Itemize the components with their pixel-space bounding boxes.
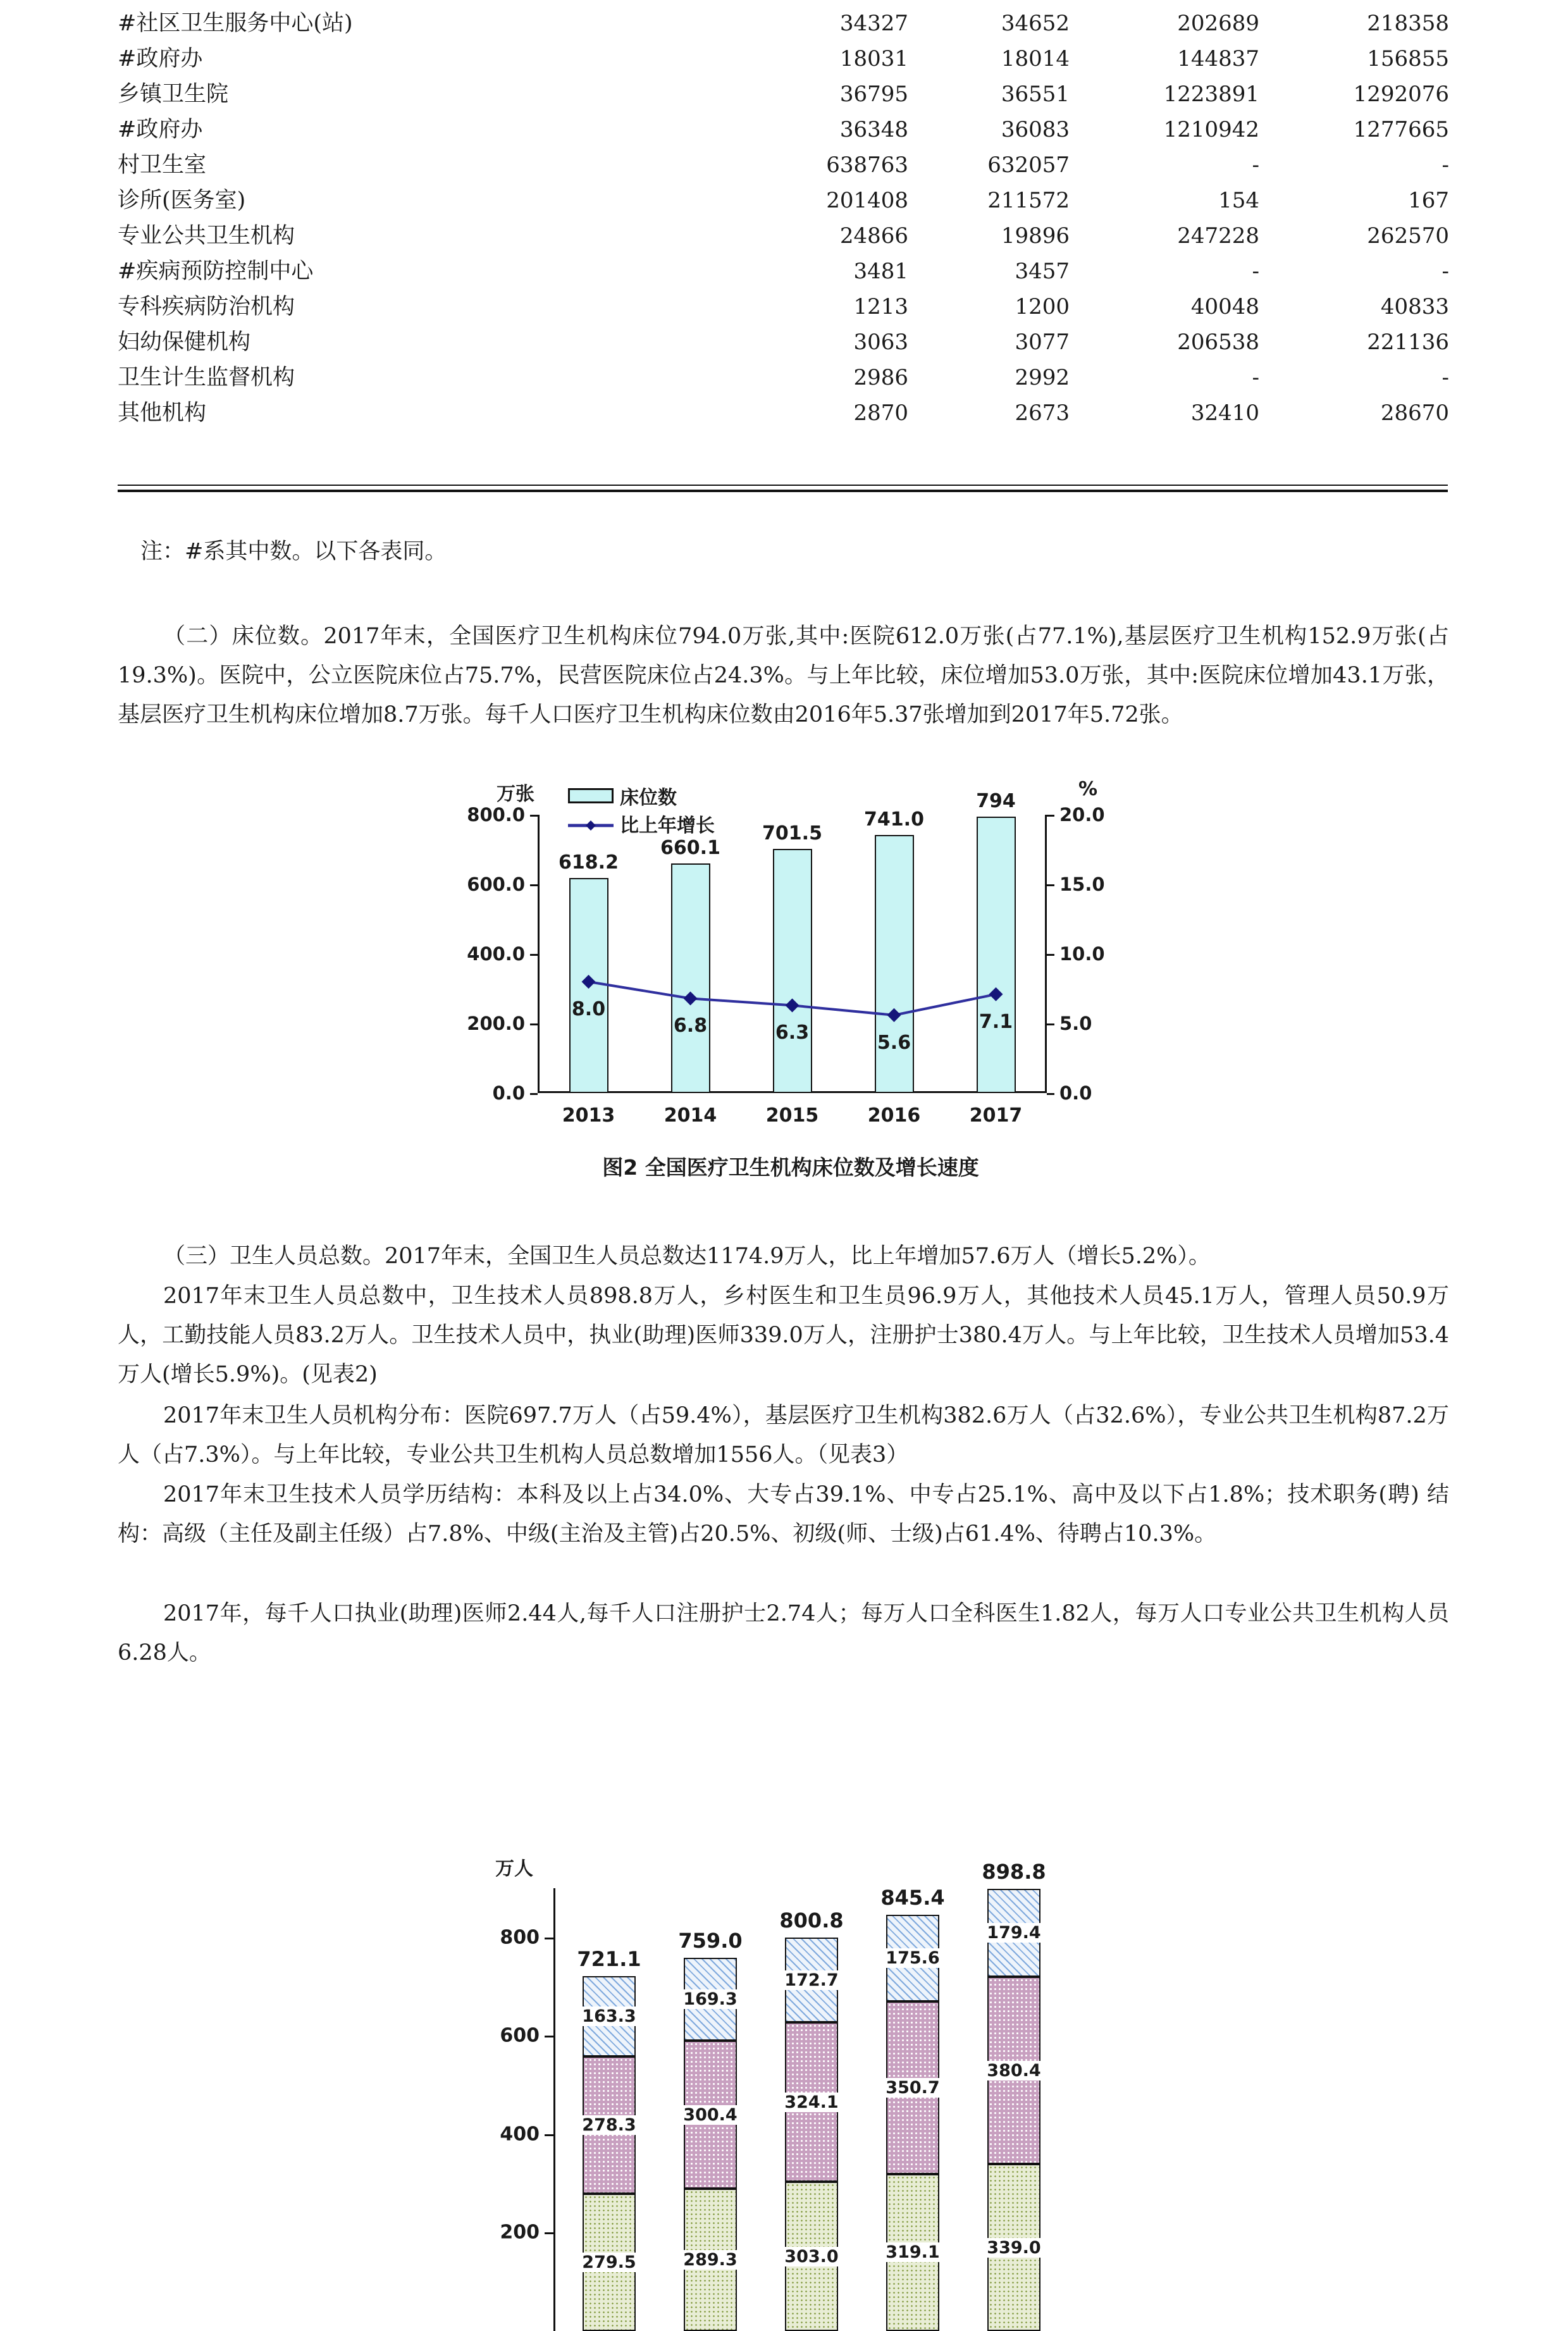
- table-cell: -: [1252, 365, 1259, 390]
- chart3-segment-value-label: 350.7: [882, 2078, 942, 2098]
- table-cell: 211572: [987, 188, 1070, 213]
- chart3-bar-segment: [684, 1958, 737, 2041]
- paragraph-staff-breakdown: 2017年末卫生人员总数中，卫生技术人员898.8万人，乡村医生和卫生员96.9万人，其他技术人员45.1万人，管理人员50.9万人，工勤技能人员83.2万人。卫生技术人员中，执业(助理)医师339.0万人，注册护士380.4万人。与上年比较，卫生技术人员增加53.4万人(增长5.9%)。(见表2): [118, 1283, 1449, 1387]
- table-cell: 3481: [853, 259, 908, 284]
- chart3-bar-segment: [583, 2194, 636, 2331]
- table-row: [118, 113, 1449, 148]
- figure-2-bed-count-chart: [467, 777, 1110, 1194]
- chart3-stacked-bar: [583, 1976, 636, 2331]
- table-cell: 1223891: [1163, 82, 1259, 107]
- table-cell: 3077: [1015, 330, 1070, 355]
- table-cell: 36348: [839, 117, 908, 142]
- table-cell: 202689: [1177, 11, 1259, 36]
- chart2-legend-beds: [568, 782, 677, 810]
- table-cell: 154: [1218, 188, 1259, 213]
- table-row: [118, 290, 1449, 325]
- chart3-y-tick-label: 800: [500, 1926, 540, 1949]
- table-cell: 18014: [1001, 46, 1070, 71]
- table-cell: -: [1441, 259, 1449, 284]
- chart3-bar-segment: [886, 2001, 939, 2174]
- chart3-segment-value-label: 169.3: [680, 1989, 740, 2009]
- table-row-label: #疾病预防控制中心: [118, 259, 314, 284]
- chart3-segment-value-label: 278.3: [579, 2115, 639, 2135]
- table-row-label: 妇幼保健机构: [118, 330, 251, 355]
- chart3-bar-segment: [886, 1915, 939, 2001]
- chart3-total-label: 721.1: [577, 1947, 641, 1972]
- table-cell: 632057: [987, 152, 1070, 178]
- chart2-bar-value-label: 794: [976, 790, 1016, 813]
- chart2-growth-value-label: 7.1: [978, 1010, 1013, 1033]
- chart3-segment-value-label: 179.4: [984, 1923, 1044, 1943]
- chart3-total-label: 759.0: [678, 1928, 743, 1953]
- table-row: [118, 396, 1449, 431]
- paragraph-education-structure: 2017年末卫生技术人员学历结构：本科及以上占34.0%、大专占39.1%、中专占25.1%、高中及以下占1.8%；技术职务(聘) 结构：高级（主任及副主任级）占7.8%、中级(主治及主管)占20.5%、初级(师、士级)占61.4%、待聘占10.3%。: [118, 1482, 1449, 1547]
- chart2-legend-swatch-beds: [568, 788, 614, 803]
- chart3-bar-segment: [785, 1938, 838, 2022]
- table-cell: 2673: [1015, 400, 1070, 426]
- chart3-bar-segment: [583, 2056, 636, 2193]
- chart3-bar-segment: [886, 2174, 939, 2331]
- chart2-left-tick: [530, 815, 538, 817]
- chart2-right-tick-label: 5.0: [1059, 1013, 1092, 1034]
- table-cell: -: [1252, 259, 1259, 284]
- chart2-bar-value-label: 618.2: [559, 851, 619, 874]
- table-row: [118, 42, 1449, 77]
- chart3-segment-value-label: 303.0: [781, 2247, 841, 2266]
- chart2-right-tick-label: 20.0: [1059, 804, 1105, 825]
- figure-2-caption: 图2 全国医疗卫生机构床位数及增长速度: [602, 1155, 979, 1180]
- chart2-bar-value-label: 660.1: [660, 836, 720, 859]
- chart3-y-tick-label: 400: [500, 2123, 540, 2146]
- table-cell: 144837: [1177, 46, 1259, 71]
- paragraph-bed-count: （二）床位数。2017年末，全国医疗卫生机构床位794.0万张,其中:医院612.0万张(占77.1%),基层医疗卫生机构152.9万张(占19.3%)。医院中，公立医院床位占75.7%，民营医院床位占24.3%。与上年比较，床位增加53.0万张，其中:医院床位增加43.1万张，基层医疗卫生机构床位增加8.7万张。每千人口医疗卫生机构床位数由2016年5.37张增加到2017年5.72张。: [118, 624, 1449, 727]
- table-cell: 1292076: [1353, 82, 1449, 107]
- chart3-bar-segment: [987, 2164, 1040, 2331]
- chart2-left-tick: [530, 1093, 538, 1095]
- table-cell: 3457: [1015, 259, 1070, 284]
- table-cell: 2992: [1015, 365, 1070, 390]
- paragraph-staff-distribution: 2017年末卫生人员机构分布：医院697.7万人（占59.4%），基层医疗卫生机构382.6万人（占32.6%），专业公共卫生机构87.2万人（占7.3%）。与上年比较，专业公共卫生机构人员总数增加1556人。（见表3）: [118, 1403, 1449, 1468]
- table-row-label: 卫生计生监督机构: [118, 365, 295, 390]
- table-cell: 40048: [1190, 294, 1259, 319]
- chart3-y-axis: [553, 1888, 555, 2331]
- chart2-x-tick-label: 2015: [765, 1104, 819, 1127]
- chart3-total-label: 898.8: [982, 1859, 1046, 1884]
- chart3-y-tick: [545, 2232, 553, 2234]
- table-cell: 218358: [1367, 11, 1449, 36]
- chart3-bar-segment: [987, 1889, 1040, 1977]
- table-cell: 1277665: [1353, 117, 1449, 142]
- chart3-segment-value-label: 172.7: [781, 1970, 841, 1990]
- chart3-bar-segment: [583, 1976, 636, 2056]
- stats-table: [118, 6, 1449, 431]
- chart3-y-tick: [545, 2036, 553, 2037]
- table-row-label: 乡镇卫生院: [118, 82, 229, 107]
- chart2-bar-value-label: 741.0: [864, 808, 924, 831]
- chart3-segment-value-label: 380.4: [984, 2061, 1044, 2081]
- chart3-segment-value-label: 300.4: [680, 2105, 740, 2125]
- table-row-label: #政府办: [118, 117, 203, 142]
- table-cell: 19896: [1001, 223, 1070, 249]
- chart2-legend-label-beds: 床位数: [620, 787, 677, 809]
- health-institutions-table: [118, 6, 1449, 431]
- chart3-segment-value-label: 324.1: [781, 2093, 841, 2112]
- table-cell: 34327: [839, 11, 908, 36]
- table-cell: -: [1441, 365, 1449, 390]
- table-cell: 36795: [839, 82, 908, 107]
- chart2-growth-line: [538, 815, 1047, 1093]
- table-row-label: #社区卫生服务中心(站): [118, 11, 353, 36]
- table-row: [118, 6, 1449, 42]
- chart3-axis-unit: 万人: [495, 1858, 533, 1880]
- chart2-right-tick: [1047, 815, 1054, 817]
- table-row: [118, 148, 1449, 183]
- chart3-total-label: 800.8: [779, 1908, 844, 1932]
- chart3-y-tick-label: 200: [500, 2221, 540, 2244]
- table-cell: -: [1252, 152, 1259, 178]
- chart2-left-tick: [530, 884, 538, 886]
- chart2-growth-value-label: 6.8: [673, 1015, 708, 1037]
- paragraph-staff-total: （三）卫生人员总数。2017年末，全国卫生人员总数达1174.9万人，比上年增加57.6万人（增长5.2%）。: [163, 1244, 1211, 1269]
- chart2-growth-value-label: 6.3: [775, 1022, 810, 1044]
- chart2-left-tick-label: 200.0: [467, 1013, 525, 1034]
- chart2-left-axis-unit: 万张: [497, 783, 534, 805]
- chart2-bar-value-label: 701.5: [762, 822, 822, 845]
- chart3-bar-segment: [785, 2182, 838, 2331]
- chart2-left-tick-label: 800.0: [467, 804, 525, 825]
- table-cell: 40833: [1380, 294, 1449, 319]
- table-row-label: 专业公共卫生机构: [118, 223, 295, 249]
- chart3-stacked-bar: [684, 1958, 737, 2331]
- chart3-y-tick-label: 600: [500, 2024, 540, 2047]
- table-row: [118, 325, 1449, 361]
- table-row-label: 村卫生室: [118, 152, 207, 178]
- chart3-stacked-bar: [785, 1938, 838, 2331]
- paragraph-per-capita: 2017年，每千人口执业(助理)医师2.44人,每千人口注册护士2.74人；每万人口全科医生1.82人，每万人口专业公共卫生机构人员6.28人。: [118, 1601, 1449, 1666]
- chart3-bar-segment: [785, 2022, 838, 2182]
- chart2-right-tick-label: 10.0: [1059, 943, 1105, 965]
- chart2-left-tick-label: 600.0: [467, 874, 525, 895]
- chart2-left-tick-label: 0.0: [492, 1082, 525, 1104]
- chart3-segment-value-label: 339.0: [984, 2238, 1044, 2258]
- table-cell: 2986: [853, 365, 908, 390]
- figure-3-personnel-stacked-chart: [471, 1850, 1110, 2272]
- chart3-segment-value-label: 279.5: [579, 2253, 639, 2272]
- table-note: 注：#系其中数。以下各表同。: [140, 539, 447, 564]
- chart2-x-tick-label: 2014: [664, 1104, 717, 1127]
- chart3-segment-value-label: 319.1: [882, 2242, 942, 2262]
- table-cell: 262570: [1367, 223, 1449, 249]
- chart3-bar-segment: [987, 1977, 1040, 2164]
- chart2-left-tick: [530, 1023, 538, 1025]
- table-cell: 32410: [1190, 400, 1259, 426]
- chart2-right-tick: [1047, 1093, 1054, 1095]
- table-row: [118, 254, 1449, 290]
- table-cell: 156855: [1367, 46, 1449, 71]
- chart2-right-tick: [1047, 1023, 1054, 1025]
- table-bottom-rule-thick: [118, 490, 1448, 492]
- chart2-x-tick-label: 2016: [867, 1104, 921, 1127]
- chart2-right-tick: [1047, 954, 1054, 956]
- table-cell: 3063: [853, 330, 908, 355]
- table-cell: 28670: [1380, 400, 1449, 426]
- table-cell: 201408: [826, 188, 908, 213]
- table-row: [118, 219, 1449, 254]
- chart3-stacked-bar: [987, 1889, 1040, 2331]
- chart2-right-tick-label: 0.0: [1059, 1082, 1092, 1104]
- table-cell: 247228: [1177, 223, 1259, 249]
- table-cell: 36551: [1001, 82, 1070, 107]
- chart2-right-tick: [1047, 884, 1054, 886]
- table-cell: 2870: [853, 400, 908, 426]
- chart3-y-tick: [545, 2134, 553, 2136]
- table-row: [118, 77, 1449, 113]
- table-cell: 36083: [1001, 117, 1070, 142]
- table-cell: 1200: [1015, 294, 1070, 319]
- chart3-segment-value-label: 163.3: [579, 2006, 639, 2026]
- table-cell: 34652: [1001, 11, 1070, 36]
- chart2-x-tick-label: 2017: [969, 1104, 1023, 1127]
- table-row-label: 专科疾病防治机构: [118, 294, 295, 319]
- chart2-growth-value-label: 5.6: [877, 1031, 911, 1054]
- chart3-bar-segment: [684, 2189, 737, 2331]
- table-cell: 167: [1408, 188, 1449, 213]
- table-row-label: 其他机构: [118, 400, 207, 426]
- chart2-right-tick-label: 15.0: [1059, 874, 1105, 895]
- chart2-legend-label-growth: 比上年增长: [620, 815, 715, 837]
- table-row: [118, 361, 1449, 396]
- chart3-y-tick: [545, 1938, 553, 1939]
- chart3-total-label: 845.4: [880, 1886, 945, 1910]
- table-row: [118, 183, 1449, 219]
- chart2-x-tick-label: 2013: [562, 1104, 615, 1127]
- table-row-label: 诊所(医务室): [118, 188, 246, 213]
- table-cell: 1210942: [1163, 117, 1259, 142]
- chart2-growth-value-label: 8.0: [571, 998, 606, 1020]
- chart2-left-tick-label: 400.0: [467, 943, 525, 965]
- table-cell: 24866: [839, 223, 908, 249]
- chart3-bar-segment: [684, 2041, 737, 2189]
- chart2-right-axis-unit: %: [1078, 778, 1097, 800]
- table-cell: 18031: [839, 46, 908, 71]
- chart3-segment-value-label: 289.3: [680, 2250, 740, 2270]
- chart3-stacked-bar: [886, 1915, 939, 2331]
- table-row-label: #政府办: [118, 46, 203, 71]
- chart2-left-tick: [530, 954, 538, 956]
- table-cell: 206538: [1177, 330, 1259, 355]
- table-bottom-rule-thin: [118, 485, 1448, 486]
- table-cell: -: [1441, 152, 1449, 178]
- table-cell: 221136: [1367, 330, 1449, 355]
- table-cell: 1213: [853, 294, 908, 319]
- chart3-segment-value-label: 175.6: [882, 1948, 942, 1968]
- table-cell: 638763: [826, 152, 908, 178]
